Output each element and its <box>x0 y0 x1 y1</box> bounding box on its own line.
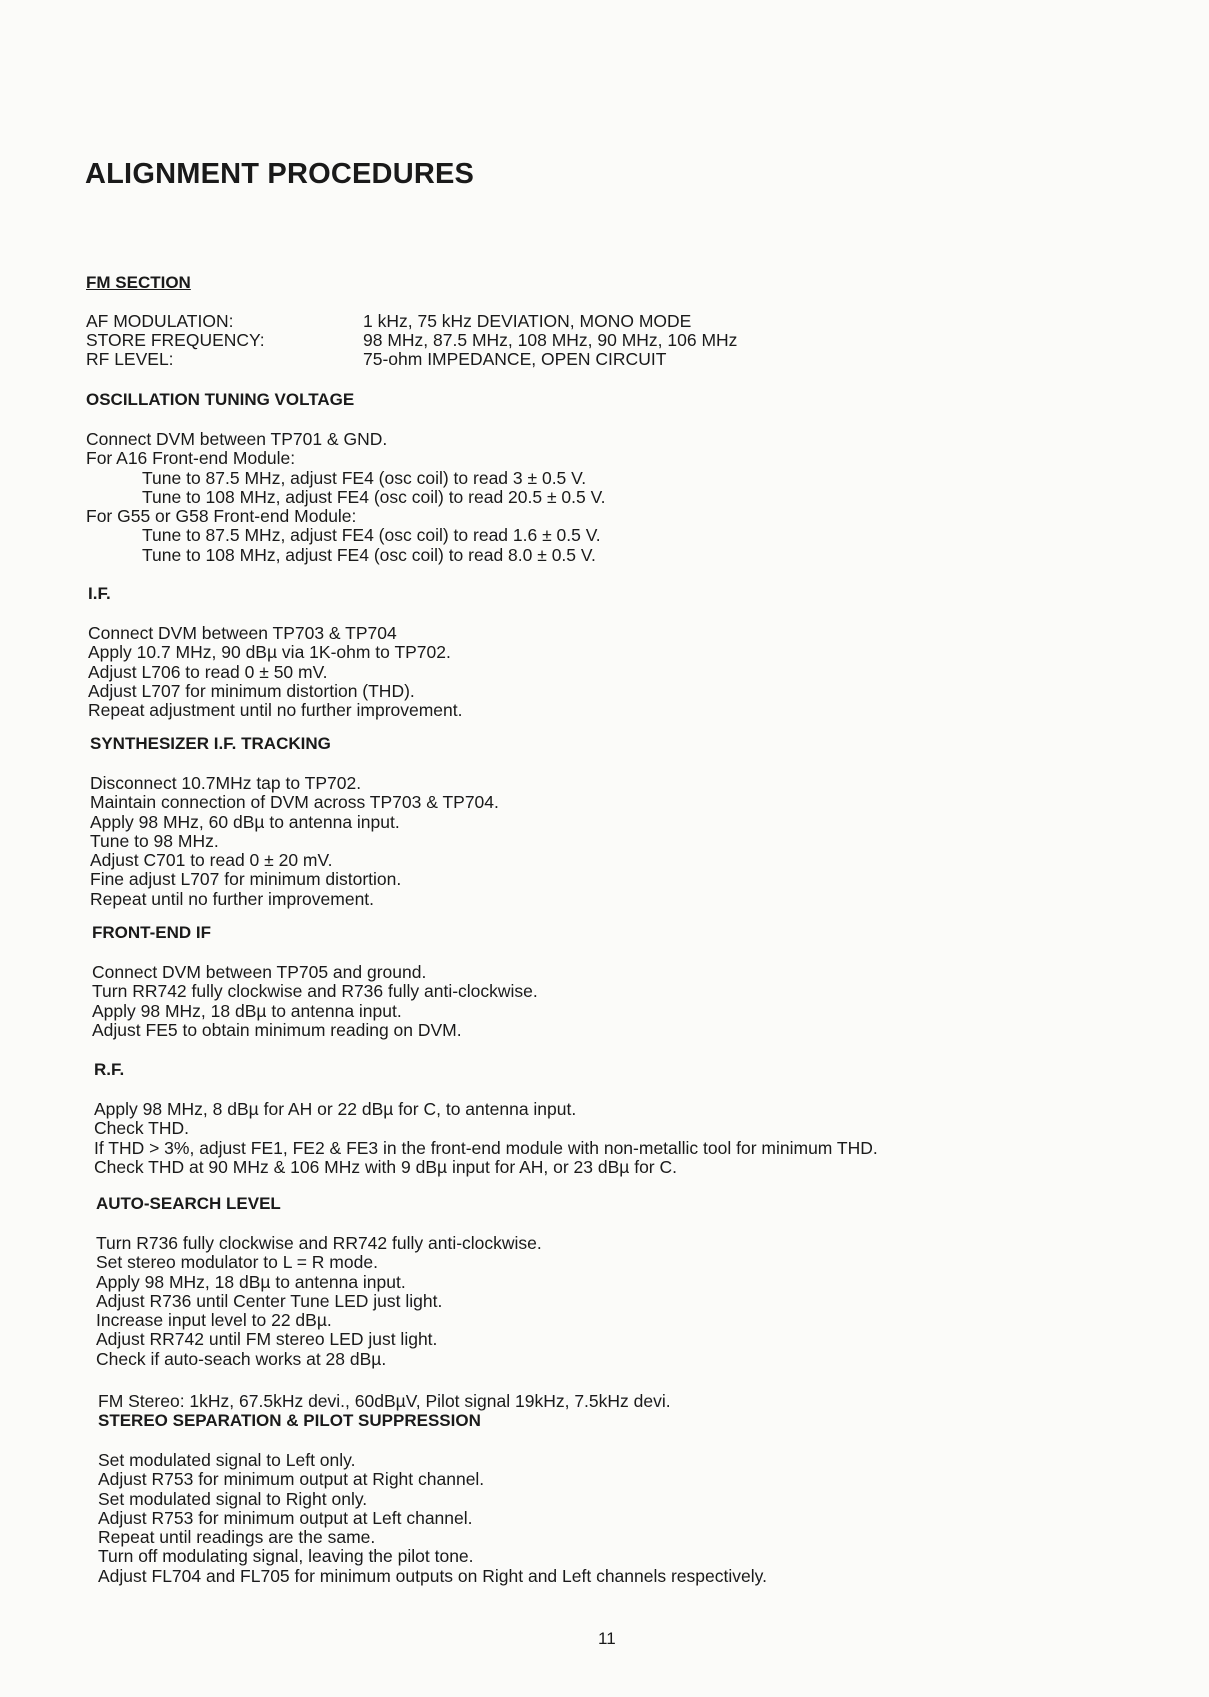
section-heading: AUTO-SEARCH LEVEL <box>96 1194 281 1213</box>
procedure-line: For G55 or G58 Front-end Module: <box>86 506 357 527</box>
procedure-line: Tune to 87.5 MHz, adjust FE4 (osc coil) to read 1.6 ± 0.5 V. <box>142 525 601 546</box>
procedure-line: Turn off modulating signal, leaving the pilot tone. <box>98 1546 474 1567</box>
procedure-line: Check THD. <box>94 1118 189 1139</box>
if-section <box>88 584 463 720</box>
frontend-section <box>92 923 538 1040</box>
procedure-line: Apply 98 MHz, 8 dBµ for AH or 22 dBµ for C, to antenna input. <box>94 1099 577 1119</box>
synth-section <box>90 734 499 909</box>
page-number: 11 <box>598 1629 616 1648</box>
fm-stereo-note: FM Stereo: 1kHz, 67.5kHz devi., 60dBµV, Pilot signal 19kHz, 7.5kHz devi. <box>98 1391 671 1411</box>
procedure-line: Increase input level to 22 dBµ. <box>96 1310 332 1331</box>
procedure-line: Adjust R736 until Center Tune LED just light. <box>96 1290 443 1311</box>
section-heading: SYNTHESIZER I.F. TRACKING <box>90 734 331 753</box>
spec-row <box>86 331 737 350</box>
spec-value: 75-ohm IMPEDANCE, OPEN CIRCUIT <box>363 349 667 369</box>
procedure-line: Tune to 108 MHz, adjust FE4 (osc coil) to read 8.0 ± 0.5 V. <box>142 544 596 565</box>
section-heading: OSCILLATION TUNING VOLTAGE <box>86 390 355 409</box>
procedure-line: Apply 10.7 MHz, 90 dBµ via 1K-ohm to TP702. <box>88 642 451 663</box>
procedure-line: Connect DVM between TP705 and ground. <box>92 962 427 982</box>
spec-row <box>86 312 737 331</box>
page-title: ALIGNMENT PROCEDURES <box>85 158 475 190</box>
section-heading: R.F. <box>94 1060 125 1079</box>
rf-section <box>94 1060 878 1177</box>
spec-label: RF LEVEL: <box>86 349 174 369</box>
procedure-line: Adjust R753 for minimum output at Left channel. <box>98 1507 473 1528</box>
spec-value: 98 MHz, 87.5 MHz, 108 MHz, 90 MHz, 106 MHz <box>363 330 738 350</box>
procedure-line: Connect DVM between TP701 & GND. <box>86 429 388 449</box>
procedure-line: Set modulated signal to Left only. <box>98 1450 356 1470</box>
procedure-line: Adjust RR742 until FM stereo LED just light. <box>96 1329 438 1350</box>
procedure-line: Tune to 108 MHz, adjust FE4 (osc coil) to read 20.5 ± 0.5 V. <box>142 486 606 507</box>
procedure-line: Adjust L706 to read 0 ± 50 mV. <box>88 661 328 682</box>
procedure-line: Turn RR742 fully clockwise and R736 fully anti-clockwise. <box>92 981 538 1002</box>
fm-spec-table <box>86 312 737 369</box>
spec-label: STORE FREQUENCY: <box>86 330 265 350</box>
section-heading: STEREO SEPARATION & PILOT SUPPRESSION <box>98 1411 481 1430</box>
procedure-line: Adjust C701 to read 0 ± 20 mV. <box>90 850 333 871</box>
procedure-line: Adjust L707 for minimum distortion (THD). <box>88 680 415 701</box>
procedure-line: Tune to 98 MHz. <box>90 830 219 851</box>
procedure-line: Apply 98 MHz, 60 dBµ to antenna input. <box>90 811 400 832</box>
procedure-line: For A16 Front-end Module: <box>86 448 296 469</box>
procedure-line: Set stereo modulator to L = R mode. <box>96 1252 378 1273</box>
procedure-line: Disconnect 10.7MHz tap to TP702. <box>90 773 362 793</box>
procedure-line: Check THD at 90 MHz & 106 MHz with 9 dBµ input for AH, or 23 dBµ for C. <box>94 1156 677 1177</box>
fm-section-heading: FM SECTION <box>86 273 191 292</box>
spec-row <box>86 350 737 369</box>
procedure-line: Repeat until readings are the same. <box>98 1527 376 1548</box>
procedure-line: Apply 98 MHz, 18 dBµ to antenna input. <box>92 1000 402 1021</box>
procedure-line: Set modulated signal to Right only. <box>98 1488 368 1509</box>
procedure-line: Adjust FE5 to obtain minimum reading on DVM. <box>92 1019 462 1040</box>
stereo-section <box>98 1411 767 1586</box>
spec-value: 1 kHz, 75 kHz DEVIATION, MONO MODE <box>363 311 692 331</box>
spec-label: AF MODULATION: <box>86 311 234 331</box>
section-heading: FRONT-END IF <box>92 923 211 942</box>
procedure-line: Apply 98 MHz, 18 dBµ to antenna input. <box>96 1271 406 1292</box>
procedure-line: Connect DVM between TP703 & TP704 <box>88 623 397 643</box>
procedure-line: Tune to 87.5 MHz, adjust FE4 (osc coil) to read 3 ± 0.5 V. <box>142 467 587 488</box>
procedure-line: Adjust R753 for minimum output at Right channel. <box>98 1469 485 1490</box>
section-heading: I.F. <box>88 584 111 603</box>
procedure-line: If THD > 3%, adjust FE1, FE2 & FE3 in the front-end module with non-metallic tool for minimum THD. <box>94 1137 878 1158</box>
osc-section <box>86 390 606 565</box>
procedure-line: Repeat until no further improvement. <box>90 888 375 909</box>
procedure-line: Fine adjust L707 for minimum distortion. <box>90 869 402 890</box>
procedure-line: Turn R736 fully clockwise and RR742 fully anti-clockwise. <box>96 1233 542 1253</box>
procedure-line: Check if auto-seach works at 28 dBµ. <box>96 1348 387 1369</box>
autosearch-section <box>96 1194 542 1369</box>
procedure-line: Repeat adjustment until no further improvement. <box>88 700 463 721</box>
procedure-line: Maintain connection of DVM across TP703 & TP704. <box>90 792 499 813</box>
procedure-line: Adjust FL704 and FL705 for minimum outputs on Right and Left channels respectively. <box>98 1565 767 1586</box>
